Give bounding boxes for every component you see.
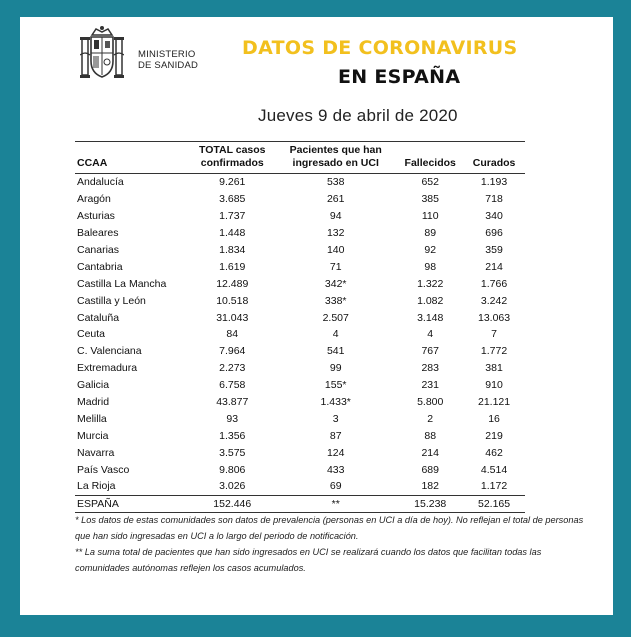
cell-uci: 99: [329, 362, 342, 375]
cell-uci: 132: [326, 227, 345, 240]
cell-cases: 93: [226, 412, 239, 425]
table-row: [75, 410, 525, 427]
cell-fallecidos: 767: [421, 345, 439, 358]
cell-cases: 7.964: [219, 345, 246, 358]
cell-ccaa-name: Melilla: [77, 412, 107, 425]
table-row: [75, 444, 525, 461]
cell-uci: 2.507: [322, 311, 349, 324]
table-row: [75, 208, 525, 225]
title-line-2: EN ESPAÑA: [338, 66, 461, 88]
cell-curados: 696: [485, 227, 503, 240]
header-uci-line-2: ingresado en UCI: [292, 157, 379, 169]
cell-ccaa-name: Aragón: [77, 193, 111, 206]
cell-ccaa-name: Extremadura: [77, 362, 138, 375]
cell-ccaa-name: Murcia: [77, 429, 109, 442]
cell-curados: 381: [485, 362, 503, 375]
cell-ccaa-name: Andalucía: [77, 176, 124, 189]
cell-curados: 1.766: [480, 277, 508, 290]
header-total: [190, 142, 274, 174]
cell-curados: 1.193: [480, 176, 508, 189]
cell-ccaa-name: C. Valenciana: [77, 345, 142, 358]
table-row: [75, 461, 525, 478]
table-row: [75, 191, 525, 208]
report-date: Jueves 9 de abril de 2020: [258, 106, 458, 125]
total-uci: **: [274, 495, 397, 512]
cell-curados: 718: [485, 193, 503, 206]
table-row: [75, 427, 525, 444]
cell-ccaa-name: Canarias: [77, 244, 120, 256]
cell-fallecidos: 110: [421, 210, 439, 223]
header-total-line-2: confirmados: [200, 157, 264, 169]
table-row: [75, 309, 525, 326]
table-row: [75, 275, 525, 292]
cell-ccaa-name: Galicia: [77, 379, 110, 392]
table-row: [75, 174, 525, 191]
cell-uci: 342*: [324, 277, 347, 290]
cell-ccaa-name: Cataluña: [77, 311, 120, 324]
cell-fallecidos: 5.800: [417, 396, 444, 409]
cell-ccaa-name: Baleares: [77, 227, 119, 240]
cell-fallecidos: 652: [421, 176, 439, 189]
cell-uci: 94: [329, 210, 342, 223]
coat-of-arms-icon: [80, 25, 124, 83]
cell-cases: 9.806: [219, 463, 246, 476]
ministry-line-1: MINISTERIO: [138, 49, 196, 60]
cell-ccaa-name: Asturias: [77, 210, 115, 223]
cell-curados: 219: [485, 429, 503, 442]
cell-ccaa-name: Castilla y León: [77, 294, 146, 307]
header-uci: [274, 142, 397, 174]
cell-cases: 1.834: [219, 244, 246, 256]
cell-fallecidos: 4: [427, 328, 434, 341]
cell-cases: 3.685: [219, 193, 246, 206]
cell-curados: 462: [485, 446, 503, 459]
total-fallecidos: 15.238: [397, 495, 463, 512]
header-fallecidos: Fallecidos: [397, 142, 463, 174]
table-row: [75, 225, 525, 242]
title-line-1: DATOS DE CORONAVIRUS: [242, 37, 518, 59]
cell-curados: 4.514: [480, 463, 508, 476]
table-row: [75, 292, 525, 309]
cell-ccaa-name: La Rioja: [77, 480, 116, 493]
cell-uci: 3: [332, 412, 339, 425]
cell-ccaa-name: Castilla La Mancha: [77, 277, 167, 290]
ministry-logo: [80, 25, 220, 85]
cell-curados: 16: [488, 412, 500, 425]
cell-fallecidos: 689: [421, 463, 439, 476]
cell-curados: 359: [485, 244, 503, 256]
table-body: [75, 174, 525, 496]
total-cases: 152.446: [190, 495, 274, 512]
table-row: [75, 377, 525, 394]
cell-fallecidos: 1.322: [417, 277, 444, 290]
table-row: [75, 258, 525, 275]
total-name: ESPAÑA: [75, 495, 190, 512]
cell-uci: 338*: [324, 294, 347, 307]
footnote-1: * Los datos de estas comunidades son datos de prevalencia (personas en UCI a día de hoy). No reflejan el total de personas que han sido ingresadas en UCI a lo largo del periodo de notificación.: [75, 515, 584, 541]
cell-cases: 2.273: [219, 362, 246, 375]
cell-cases: 3.026: [219, 480, 246, 493]
cell-uci: 140: [326, 244, 345, 256]
cell-curados: 910: [485, 379, 503, 392]
cell-uci: 71: [329, 260, 342, 273]
cell-fallecidos: 1.082: [417, 294, 444, 307]
total-curados: 52.165: [463, 495, 525, 512]
table-row: [75, 326, 525, 343]
cell-ccaa-name: Madrid: [77, 396, 110, 409]
ministry-line-2: DE SANIDAD: [138, 60, 199, 71]
header-total-line-1: TOTAL casos: [198, 144, 266, 156]
table-row: [75, 360, 525, 377]
cell-ccaa-name: Cantabria: [77, 260, 123, 273]
cell-cases: 1.448: [219, 227, 246, 240]
infographic-card: [20, 17, 613, 615]
cell-fallecidos: 231: [421, 379, 439, 392]
cell-cases: 1.737: [219, 210, 246, 223]
cell-ccaa-name: Ceuta: [77, 328, 106, 341]
table-row: [75, 478, 525, 495]
table-row: [75, 343, 525, 360]
cell-curados: 21.121: [478, 396, 511, 409]
cell-cases: 43.877: [216, 396, 249, 409]
cell-cases: 6.758: [219, 379, 246, 392]
cell-ccaa-name: Navarra: [77, 446, 115, 459]
cell-fallecidos: 214: [421, 446, 439, 459]
cell-cases: 31.043: [216, 311, 249, 324]
cell-curados: 7: [491, 328, 497, 341]
header-curados: Curados: [463, 142, 525, 174]
footnotes: [75, 513, 595, 577]
cell-uci: 124: [326, 446, 345, 459]
cell-curados: 1.172: [480, 480, 508, 493]
cell-cases: 1.356: [219, 429, 246, 442]
cell-uci: 538: [326, 176, 345, 189]
cell-fallecidos: 2: [427, 412, 434, 425]
cell-uci: 261: [326, 193, 345, 206]
cell-fallecidos: 98: [424, 260, 437, 273]
header-uci-line-1: Pacientes que han: [289, 144, 382, 156]
cell-curados: 3.242: [480, 294, 508, 307]
cell-cases: 3.575: [219, 446, 246, 459]
cell-cases: 10.518: [216, 294, 249, 307]
cell-fallecidos: 88: [424, 429, 437, 442]
table-header-row: [75, 142, 525, 174]
cell-ccaa-name: País Vasco: [77, 463, 130, 476]
cell-cases: 1.619: [219, 260, 246, 273]
table-row: [75, 242, 525, 259]
cell-fallecidos: 385: [421, 193, 439, 206]
cell-cases: 12.489: [216, 277, 249, 290]
cases-table: [75, 141, 525, 513]
cell-fallecidos: 283: [421, 362, 439, 375]
ministry-name: [138, 49, 228, 71]
cell-cases: 9.261: [219, 176, 246, 189]
cell-curados: 340: [485, 210, 503, 223]
cell-uci: 87: [329, 429, 342, 442]
cell-curados: 1.772: [480, 345, 508, 358]
cell-curados: 214: [485, 260, 503, 273]
cell-fallecidos: 89: [424, 227, 437, 240]
cell-cases: 84: [226, 328, 239, 341]
table-row: [75, 394, 525, 411]
cell-uci: 541: [326, 345, 345, 358]
cell-uci: 69: [329, 480, 342, 493]
cell-uci: 155*: [324, 379, 347, 392]
cell-fallecidos: 182: [421, 480, 439, 493]
header-ccaa: CCAA: [75, 142, 190, 174]
cell-fallecidos: 3.148: [417, 311, 444, 324]
cell-fallecidos: 92: [424, 244, 437, 256]
cell-uci: 4: [332, 328, 339, 341]
cell-uci: 1.433*: [320, 396, 351, 409]
cell-uci: 433: [326, 463, 345, 476]
footnote-2: ** La suma total de pacientes que han sido ingresados en UCI se realizará cuando los datos que facilitan todas las comunidades autónomas reflejen los casos acumulados.: [75, 547, 542, 573]
total-row: [75, 495, 525, 512]
cell-curados: 13.063: [478, 311, 511, 324]
